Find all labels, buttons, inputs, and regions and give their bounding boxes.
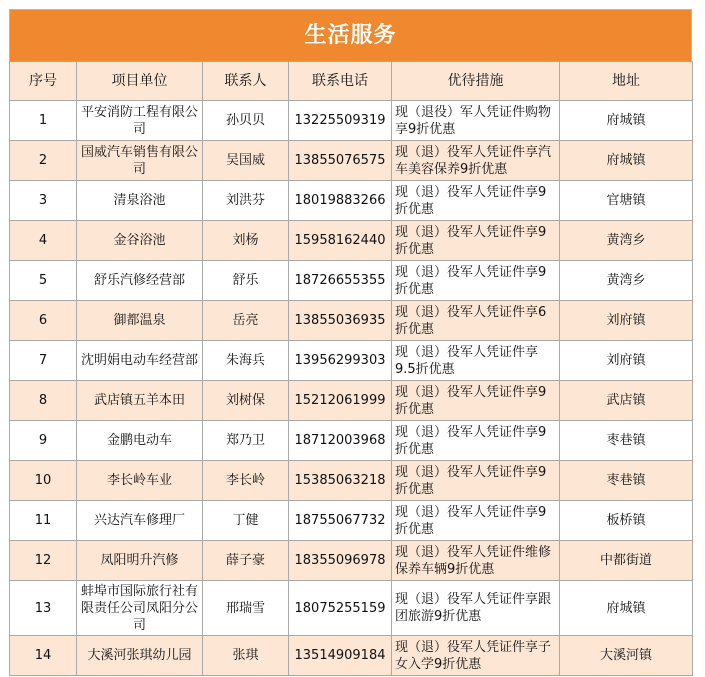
cell-address: 中都街道	[560, 541, 693, 581]
table-row	[10, 221, 693, 261]
cell-no: 14	[10, 636, 77, 676]
cell-contact: 舒乐	[203, 261, 289, 301]
header-phone: 联系电话	[289, 62, 392, 101]
table-row	[10, 541, 693, 581]
table-row	[10, 261, 693, 301]
cell-policy: 现（退）役军人凭证件享跟团旅游9折优惠	[392, 581, 560, 636]
cell-unit: 御都温泉	[77, 301, 203, 341]
cell-no: 11	[10, 501, 77, 541]
cell-contact: 李长岭	[203, 461, 289, 501]
table-row	[10, 501, 693, 541]
cell-phone: 18712003968	[289, 421, 392, 461]
cell-policy: 现（退）役军人凭证件享9折优惠	[392, 181, 560, 221]
table-row	[10, 381, 693, 421]
cell-contact: 薛子豪	[203, 541, 289, 581]
cell-address: 黄湾乡	[560, 261, 693, 301]
cell-address: 府城镇	[560, 141, 693, 181]
cell-unit: 清泉浴池	[77, 181, 203, 221]
cell-no: 5	[10, 261, 77, 301]
cell-phone: 18019883266	[289, 181, 392, 221]
cell-policy: 现（退役）军人凭证件购物享9折优惠	[392, 101, 560, 141]
cell-contact: 朱海兵	[203, 341, 289, 381]
cell-contact: 岳亮	[203, 301, 289, 341]
table-row	[10, 581, 693, 636]
cell-policy: 现（退）役军人凭证件享9折优惠	[392, 461, 560, 501]
cell-policy: 现（退）役军人凭证件维修保养车辆9折优惠	[392, 541, 560, 581]
cell-unit: 蚌埠市国际旅行社有限责任公司凤阳分公司	[77, 581, 203, 636]
header-contact: 联系人	[203, 62, 289, 101]
cell-unit: 李长岭车业	[77, 461, 203, 501]
cell-phone: 13514909184	[289, 636, 392, 676]
cell-phone: 18726655355	[289, 261, 392, 301]
cell-address: 府城镇	[560, 101, 693, 141]
cell-contact: 吴国威	[203, 141, 289, 181]
cell-unit: 金谷浴池	[77, 221, 203, 261]
cell-unit: 武店镇五羊本田	[77, 381, 203, 421]
cell-unit: 国威汽车销售有限公司	[77, 141, 203, 181]
cell-no: 13	[10, 581, 77, 636]
cell-no: 6	[10, 301, 77, 341]
cell-unit: 凤阳明升汽修	[77, 541, 203, 581]
cell-policy: 现（退）役军人凭证件享汽车美容保养9折优惠	[392, 141, 560, 181]
cell-contact: 邢瑞雪	[203, 581, 289, 636]
cell-no: 7	[10, 341, 77, 381]
cell-unit: 平安消防工程有限公司	[77, 101, 203, 141]
header-no: 序号	[10, 62, 77, 101]
cell-policy: 现（退）役军人凭证件享9折优惠	[392, 501, 560, 541]
table-row	[10, 301, 693, 341]
cell-phone: 13956299303	[289, 341, 392, 381]
sheet-title: 生活服务	[9, 9, 692, 61]
table-row	[10, 101, 693, 141]
cell-phone: 13855076575	[289, 141, 392, 181]
cell-address: 大溪河镇	[560, 636, 693, 676]
table-row	[10, 461, 693, 501]
cell-address: 武店镇	[560, 381, 693, 421]
cell-policy: 现（退）役军人凭证件享9折优惠	[392, 261, 560, 301]
cell-address: 刘府镇	[560, 341, 693, 381]
cell-phone: 13225509319	[289, 101, 392, 141]
table-row	[10, 636, 693, 676]
cell-policy: 现（退）役军人凭证件享9折优惠	[392, 221, 560, 261]
cell-no: 12	[10, 541, 77, 581]
table-row	[10, 341, 693, 381]
cell-no: 2	[10, 141, 77, 181]
table-row	[10, 421, 693, 461]
cell-policy: 现（退）役军人凭证件享9折优惠	[392, 381, 560, 421]
service-table	[9, 61, 693, 676]
cell-unit: 金鹏电动车	[77, 421, 203, 461]
cell-contact: 刘树保	[203, 381, 289, 421]
cell-address: 板桥镇	[560, 501, 693, 541]
cell-contact: 丁健	[203, 501, 289, 541]
cell-unit: 大溪河张琪幼儿园	[77, 636, 203, 676]
cell-contact: 刘杨	[203, 221, 289, 261]
cell-policy: 现（退）役军人凭证件享9折优惠	[392, 421, 560, 461]
cell-phone: 18355096978	[289, 541, 392, 581]
cell-policy: 现（退）役军人凭证件享子女入学9折优惠	[392, 636, 560, 676]
cell-phone: 15958162440	[289, 221, 392, 261]
cell-address: 枣巷镇	[560, 421, 693, 461]
header-unit: 项目单位	[77, 62, 203, 101]
cell-contact: 刘洪芬	[203, 181, 289, 221]
cell-policy: 现（退）役军人凭证件享9.5折优惠	[392, 341, 560, 381]
cell-no: 3	[10, 181, 77, 221]
cell-no: 9	[10, 421, 77, 461]
cell-phone: 18075255159	[289, 581, 392, 636]
cell-address: 黄湾乡	[560, 221, 693, 261]
cell-no: 4	[10, 221, 77, 261]
header-policy: 优待措施	[392, 62, 560, 101]
cell-phone: 13855036935	[289, 301, 392, 341]
cell-policy: 现（退）役军人凭证件享6折优惠	[392, 301, 560, 341]
cell-contact: 张琪	[203, 636, 289, 676]
cell-phone: 15385063218	[289, 461, 392, 501]
cell-contact: 孙贝贝	[203, 101, 289, 141]
table-row	[10, 141, 693, 181]
cell-unit: 沈明娟电动车经营部	[77, 341, 203, 381]
cell-address: 枣巷镇	[560, 461, 693, 501]
cell-no: 10	[10, 461, 77, 501]
service-sheet	[9, 9, 692, 676]
cell-no: 8	[10, 381, 77, 421]
cell-address: 官塘镇	[560, 181, 693, 221]
cell-no: 1	[10, 101, 77, 141]
header-row	[10, 62, 693, 101]
cell-unit: 兴达汽车修理厂	[77, 501, 203, 541]
cell-phone: 18755067732	[289, 501, 392, 541]
table-row	[10, 181, 693, 221]
cell-address: 府城镇	[560, 581, 693, 636]
cell-address: 刘府镇	[560, 301, 693, 341]
header-address: 地址	[560, 62, 693, 101]
cell-unit: 舒乐汽修经营部	[77, 261, 203, 301]
cell-contact: 郑乃卫	[203, 421, 289, 461]
cell-phone: 15212061999	[289, 381, 392, 421]
